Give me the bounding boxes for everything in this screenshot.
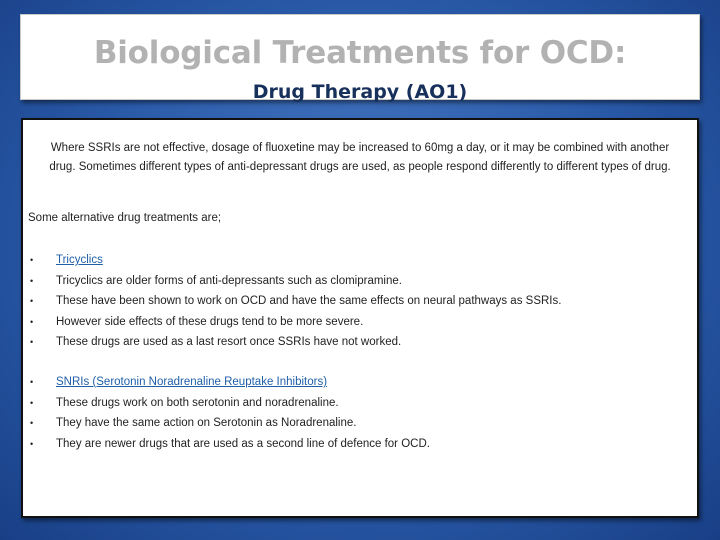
list-item-text: Tricyclics are older forms of anti-depressants such as clomipramine. [56, 274, 402, 287]
content-panel [21, 118, 699, 518]
list-item-text: They have the same action on Serotonin as Noradrenaline. [56, 417, 357, 429]
title-panel [20, 14, 700, 103]
list-item-text: These have been shown to work on OCD and have the same effects on neural pathways as SSRIs. [56, 295, 562, 307]
list-item[interactable] [23, 250, 561, 271]
list-item [23, 312, 561, 333]
lead-in-text: Some alternative drug treatments are; [28, 212, 222, 224]
list-item-text: They are newer drugs that are used as a second line of defence for OCD. [56, 437, 430, 450]
intro-paragraph: Where SSRIs are not effective, dosage of fluoxetine may be increased to 60mg a day, or it may be combined with another drug. Sometimes different types of anti-depressant drugs are used, as people respond differently to different types of drug. [49, 142, 671, 173]
list-item-text: These drugs work on both serotonin and noradrenaline. [56, 396, 339, 409]
snris-list [23, 372, 430, 454]
list-item[interactable] [23, 372, 430, 393]
tricyclics-link[interactable]: Tricyclics [56, 254, 103, 266]
bullet-icon: • [30, 275, 34, 286]
bullet-icon: • [30, 377, 34, 387]
list-item-text: However side effects of these drugs tend to be more severe. [56, 315, 364, 328]
bullet-icon: • [30, 438, 34, 449]
tricyclics-list [23, 250, 561, 353]
slide-title: Biological Treatments for OCD: [93, 35, 627, 71]
snris-link[interactable]: SNRIs (Serotonin Noradrenaline Reuptake Inhibitors) [56, 376, 328, 388]
list-item [23, 393, 430, 414]
list-item [23, 291, 561, 312]
list-item [23, 434, 430, 455]
bullet-icon: • [30, 418, 34, 428]
bullet-icon: • [30, 296, 34, 306]
list-item [23, 271, 561, 292]
bullet-icon: • [30, 337, 34, 347]
list-item-text: These drugs are used as a last resort once SSRIs have not worked. [56, 336, 402, 348]
bullet-icon: • [30, 255, 34, 265]
list-item [23, 332, 561, 353]
bullet-icon: • [30, 316, 34, 327]
list-item [23, 413, 430, 434]
bullet-icon: • [30, 397, 34, 408]
slide-subtitle: Drug Therapy (AO1) [252, 81, 468, 103]
